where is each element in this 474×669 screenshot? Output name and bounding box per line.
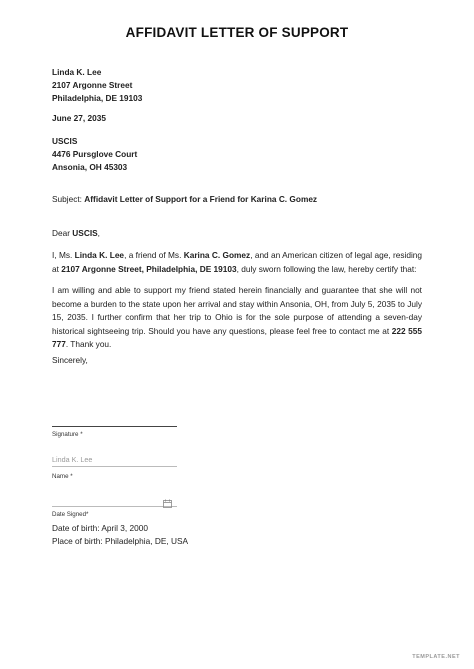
salutation-prefix: Dear <box>52 228 73 238</box>
date-signed-field[interactable] <box>52 493 177 507</box>
paragraph-text: I am willing and able to support my friend stated herein financially and guarantee that she will not become a burden to the state upon her arrival and stay within Ansonia, OH, from July 5, 2035 to July 15, 2035. I further confirm that her trip to Ohio is for the sole purpose of attending a seven-day historical sightseeing trip. Should you have any questions, please feel free to contact me at <box>52 285 422 336</box>
paragraph-text: , and an American citizen of legal age, residing at <box>52 250 423 274</box>
signature-line[interactable] <box>52 426 177 427</box>
friend-name: Karina C. Gomez <box>183 250 251 260</box>
salutation-suffix: , <box>97 228 100 238</box>
sender-name: Linda K. Lee <box>52 67 102 77</box>
paragraph-body <box>52 284 422 352</box>
affiant-address: 2107 Argonne Street, Philadelphia, DE 19103 <box>61 263 237 274</box>
subject-text: Affidavit Letter of Support for a Friend for Karina C. Gomez <box>84 194 318 204</box>
subject-line <box>52 193 317 206</box>
closing: Sincerely, <box>52 355 88 365</box>
sender-address <box>52 66 142 104</box>
recipient-address <box>52 135 137 173</box>
paragraph-text: I, Ms. <box>52 250 75 260</box>
birth-info <box>52 522 188 548</box>
recipient-org: USCIS <box>52 136 78 146</box>
calendar-icon[interactable] <box>163 495 172 513</box>
name-field-placeholder: Linda K. Lee <box>52 455 93 464</box>
letter-date: June 27, 2035 <box>52 113 106 123</box>
signature-label: Signature * <box>52 431 83 438</box>
watermark-logo: TEMPLATE.NET <box>412 654 460 660</box>
recipient-city: Ansonia, OH 45303 <box>52 161 128 172</box>
sender-street: 2107 Argonne Street <box>52 79 133 90</box>
name-field[interactable] <box>52 453 177 467</box>
name-label: Name * <box>52 473 73 480</box>
salutation <box>52 227 100 240</box>
recipient-street: 4476 Pursglove Court <box>52 148 138 159</box>
salutation-name: USCIS <box>72 228 98 238</box>
date-of-birth: Date of birth: April 3, 2000 <box>52 523 148 533</box>
paragraph-text: , a friend of Ms. <box>124 250 184 260</box>
date-signed-label: Date Signed* <box>52 511 89 518</box>
paragraph-intro <box>52 249 422 276</box>
phone-number: 222 555 777 <box>52 325 422 350</box>
place-of-birth: Place of birth: Philadelphia, DE, USA <box>52 536 189 546</box>
paragraph-text: , duly sworn following the law, hereby certify that: <box>236 263 417 274</box>
affiant-name: Linda K. Lee <box>74 250 125 260</box>
document-title: AFFIDAVIT LETTER OF SUPPORT <box>125 25 349 40</box>
sender-city: Philadelphia, DE 19103 <box>52 92 143 103</box>
subject-prefix: Subject: <box>52 194 85 204</box>
paragraph-text: . Thank you. <box>65 339 112 350</box>
